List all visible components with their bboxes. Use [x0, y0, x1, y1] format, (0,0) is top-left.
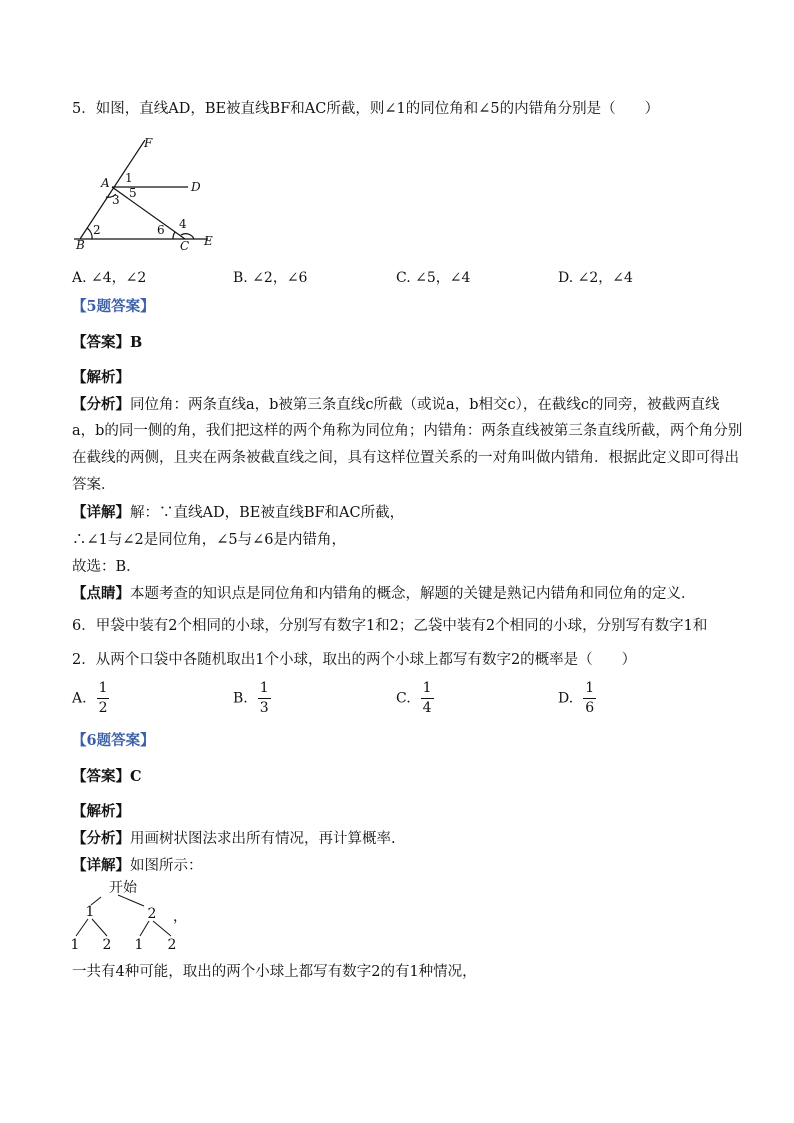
tree-l2-1: 1 — [70, 937, 80, 953]
q6-option-c[interactable]: C. $\frac{1}{4}$ — [396, 680, 432, 716]
q6-options — [72, 680, 692, 720]
tree-l2-4: 2 — [167, 937, 177, 953]
line-ac — [112, 187, 185, 239]
angle-4: 4 — [179, 217, 187, 231]
q6-analysis: 【分析】用画树状图法求出所有情况，再计算概率. — [72, 830, 396, 847]
angle-6: 6 — [157, 223, 165, 237]
angle-3: 3 — [112, 193, 120, 207]
tree-trailing-comma: ， — [173, 909, 187, 925]
q6-section-title: 【6题答案】 — [72, 732, 155, 749]
angle-5: 5 — [129, 186, 137, 200]
q5-detail-line-1: 【详解】解：∵直线AD，BE被直线BF和AC所截， — [72, 504, 405, 521]
q6-stem-line-1: 6．甲袋中装有2个相同的小球，分别写有数字1和2；乙袋中装有2个相同的小球，分别写有数字1和 — [72, 618, 708, 634]
q5-detail-line-3: 故选：B． — [72, 559, 141, 575]
label-E: E — [204, 234, 213, 248]
q5-detail-tag: 【详解】 — [72, 504, 130, 521]
label-F: F — [144, 136, 153, 150]
q5-option-c[interactable]: C. ∠5，∠4 — [396, 270, 471, 286]
q5-option-b[interactable]: B. ∠2，∠6 — [233, 270, 308, 286]
label-C: C — [180, 239, 190, 251]
q5-answer: 【答案】B — [72, 334, 143, 351]
fraction-one-quarter: $\frac{1}{4}$ — [422, 680, 432, 716]
q6-analysis-tag: 【分析】 — [72, 830, 130, 847]
angle-2: 2 — [93, 223, 101, 237]
q6-stem-line-2: 2．从两个口袋中各随机取出1个小球，取出的两个小球上都写有数字2的概率是（ ） — [72, 652, 637, 668]
q5-option-d[interactable]: D. ∠2，∠4 — [558, 270, 633, 286]
q5-comment-tag: 【点睛】 — [72, 585, 130, 602]
q6-detail-tag: 【详解】 — [72, 857, 130, 874]
q5-detail-line-2: ∴∠1与∠2是同位角，∠5与∠6是内错角， — [72, 532, 346, 548]
fraction-one-half: $\frac{1}{2}$ — [98, 680, 108, 716]
q5-analysis-tag: 【分析】 — [72, 396, 130, 413]
q6-option-d[interactable]: D. $\frac{1}{6}$ — [558, 680, 595, 716]
q5-analysis-line-1: 【分析】同位角：两条直线a，b被第三条直线c所截（或说a，b相交c），在截线c的同旁，被截两直线 — [72, 396, 720, 413]
q6-conclusion: 一共有4种可能，取出的两个小球上都写有数字2的有1种情况， — [72, 964, 477, 980]
q6-option-a[interactable]: A. $\frac{1}{2}$ — [72, 680, 108, 716]
label-A: A — [101, 176, 110, 190]
q5-section-title: 【5题答案】 — [72, 298, 155, 315]
q5-stem: 5．如图，直线AD，BE被直线BF和AC所截，则∠1的同位角和∠5的内错角分别是（ ） — [72, 101, 660, 117]
tree-diagram — [66, 878, 196, 953]
q5-geometry-figure — [70, 136, 240, 251]
q5-analysis-line-3: 在截线的两侧，且夹在两条被截直线之间，具有这样位置关系的一对角叫做内错角．根据此定义即可得出 — [72, 450, 739, 466]
tree-l1-1: 1 — [85, 904, 95, 920]
q5-analysis-title: 【解析】 — [72, 369, 130, 386]
tree-root: 开始 — [109, 880, 137, 896]
label-D: D — [191, 180, 201, 194]
q5-option-a[interactable]: A. ∠4，∠2 — [72, 270, 147, 286]
q6-analysis-title: 【解析】 — [72, 803, 130, 820]
fraction-one-third: $\frac{1}{3}$ — [259, 680, 269, 716]
tree-l2-3: 1 — [134, 937, 144, 953]
q6-answer: 【答案】C — [72, 768, 142, 785]
q5-comment: 【点睛】本题考查的知识点是同位角和内错角的概念，解题的关键是熟记内错角和同位角的定义． — [72, 585, 696, 602]
q6-option-b[interactable]: B. $\frac{1}{3}$ — [233, 680, 269, 716]
q5-analysis-line-4: 答案． — [72, 477, 116, 493]
label-B: B — [76, 238, 85, 251]
angle-1: 1 — [125, 171, 133, 185]
tree-l1-2: 2 — [147, 906, 157, 922]
q6-detail: 【详解】如图所示： — [72, 857, 203, 874]
fraction-one-sixth: $\frac{1}{6}$ — [585, 680, 595, 716]
q5-analysis-line-2: a，b的同一侧的角，我们把这样的两个角称为同位角；内错角：两条直线被第三条直线所截，两个角分别 — [72, 423, 743, 439]
tree-l2-2: 2 — [102, 937, 112, 953]
